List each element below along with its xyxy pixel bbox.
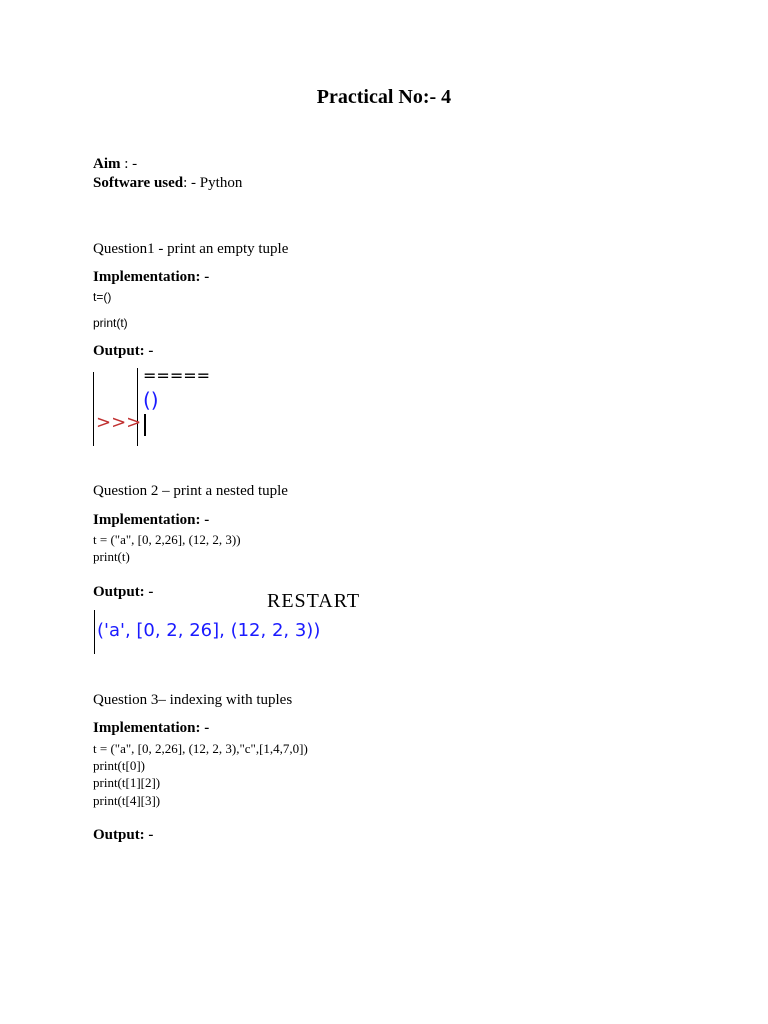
question-3-code-line: print(t[4][3]) bbox=[93, 793, 161, 808]
question-3-heading: Question 3– indexing with tuples bbox=[93, 692, 293, 708]
question-1-code-line: print(t) bbox=[93, 316, 128, 330]
restart-separator: ===== bbox=[143, 366, 211, 385]
gutter-border-line bbox=[137, 368, 138, 446]
question-3-code-line: print(t[0]) bbox=[93, 758, 145, 773]
question-2-code-line: print(t) bbox=[93, 549, 130, 564]
question-1-output-label: Output: - bbox=[93, 343, 154, 359]
empty-tuple-result: () bbox=[143, 388, 159, 412]
software-line bbox=[93, 175, 242, 192]
text-cursor bbox=[144, 414, 146, 436]
aim-value: : - bbox=[120, 156, 138, 172]
question-3-code-line: t = ("a", [0, 2,26], (12, 2, 3),"c",[1,4,7,0]) bbox=[93, 741, 308, 756]
left-border-line bbox=[94, 610, 95, 654]
question-1-output-screenshot bbox=[92, 368, 212, 446]
question-2-output-label: Output: - bbox=[93, 584, 154, 600]
nested-tuple-result: ('a', [0, 2, 26], (12, 2, 3)) bbox=[97, 620, 321, 641]
page-title: Practical No:- 4 bbox=[316, 86, 452, 108]
aim-label: Aim bbox=[93, 156, 121, 172]
left-border-line bbox=[93, 372, 94, 446]
question-3-implementation-label: Implementation: - bbox=[93, 720, 210, 736]
shell-prompt: >>> bbox=[96, 412, 142, 433]
question-2-implementation-label: Implementation: - bbox=[93, 512, 210, 528]
software-label: Software used bbox=[93, 175, 184, 191]
question-2-heading: Question 2 – print a nested tuple bbox=[93, 483, 288, 499]
question-3-code-line: print(t[1][2]) bbox=[93, 775, 161, 790]
aim-line bbox=[93, 156, 137, 173]
restart-banner: RESTART bbox=[267, 590, 361, 612]
question-1-heading: Question1 - print an empty tuple bbox=[93, 241, 289, 257]
question-1-implementation-label: Implementation: - bbox=[93, 269, 210, 285]
software-value: : - Python bbox=[183, 175, 243, 191]
question-3-output-label: Output: - bbox=[93, 827, 154, 843]
question-1-code-line: t=() bbox=[93, 290, 112, 304]
question-2-code-line: t = ("a", [0, 2,26], (12, 2, 3)) bbox=[93, 532, 241, 547]
